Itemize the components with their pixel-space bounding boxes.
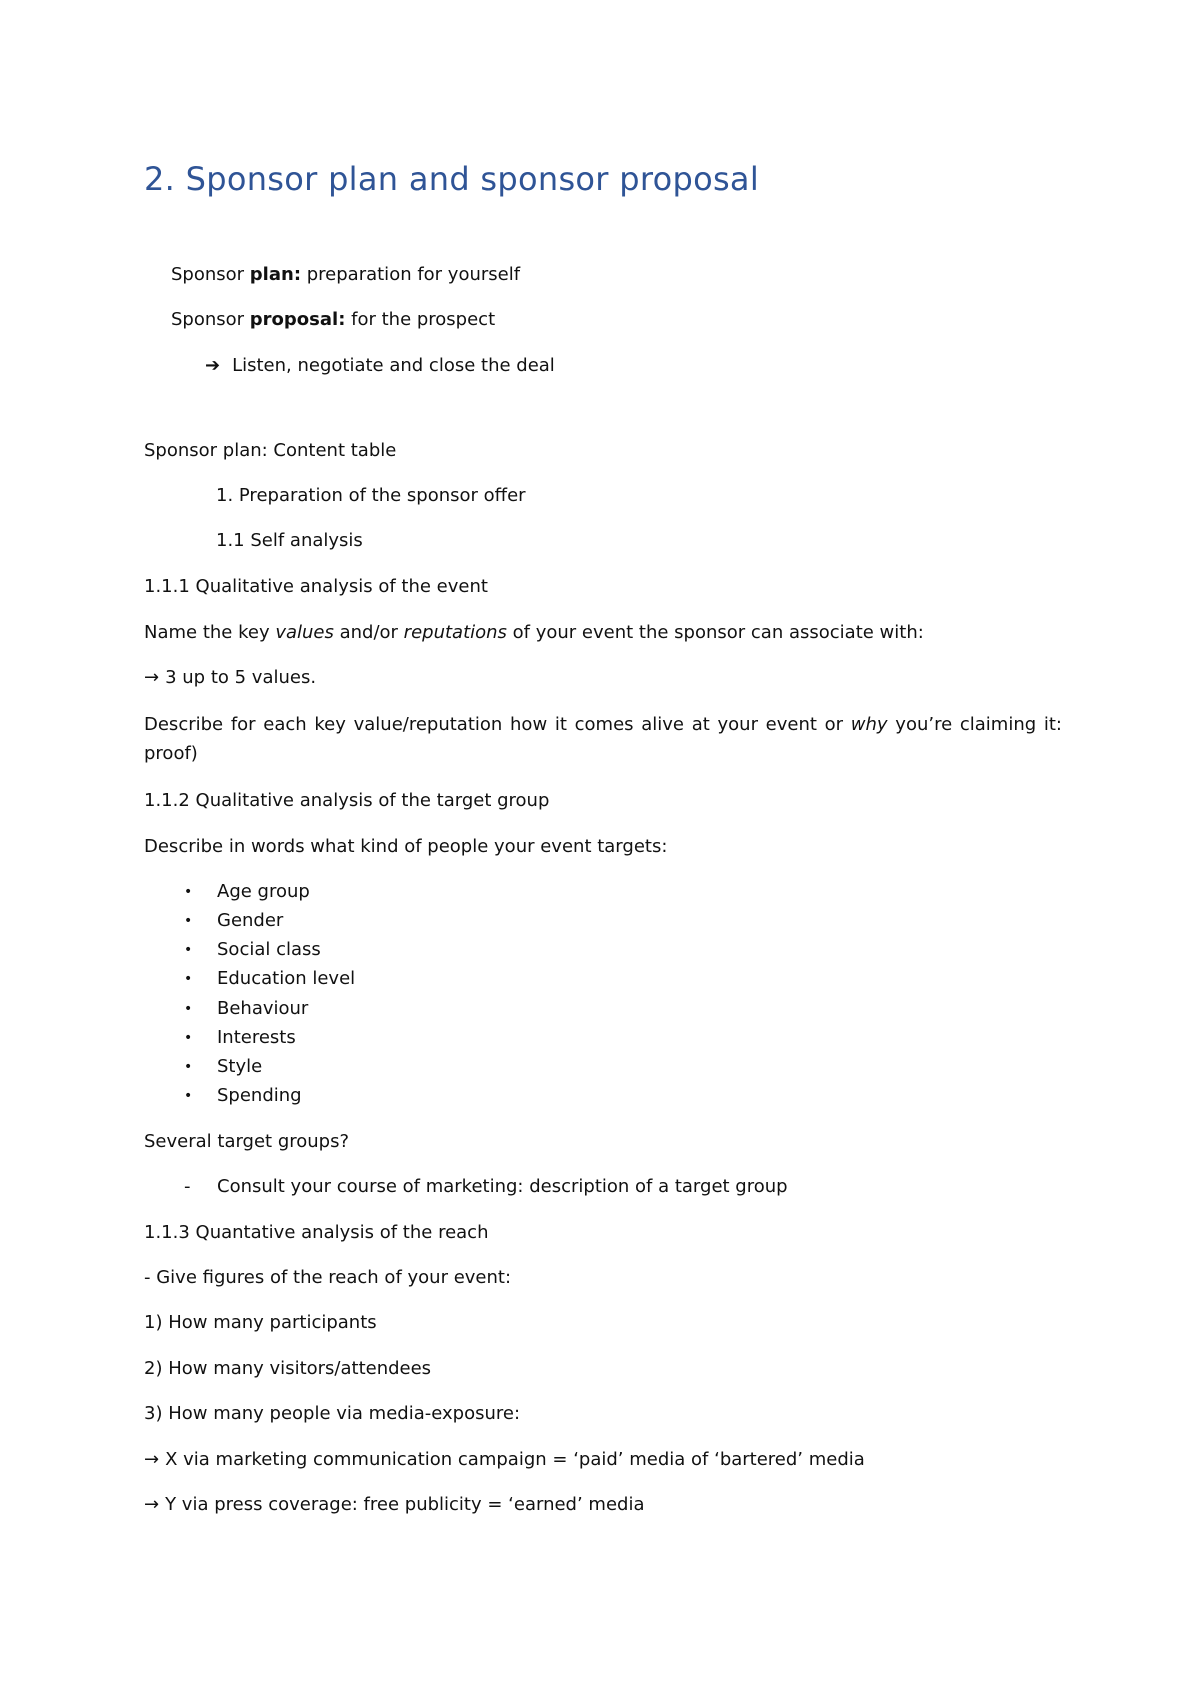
visitors-line: 2) How many visitors/attendees: [144, 1358, 432, 1379]
list-item: Social class: [217, 939, 321, 960]
content-table-item-1: 1. Preparation of the sponsor offer: [216, 485, 526, 506]
proposal-rest: for the prospect: [345, 309, 496, 330]
target-group-intro: Describe in words what kind of people your event targets:: [144, 836, 668, 857]
list-item: Style: [217, 1056, 263, 1077]
page-title: 2. Sponsor plan and sponsor proposal: [144, 160, 760, 198]
sponsor-proposal-line: [171, 309, 495, 331]
arrow-icon: ➔: [205, 355, 221, 376]
plan-bold: plan:: [249, 264, 302, 285]
dash-icon: -: [184, 1176, 191, 1197]
content-table-title: Sponsor plan: Content table: [144, 440, 397, 461]
key-values-line: [144, 622, 924, 644]
describe-b: you’re claiming it: proof): [144, 714, 1062, 764]
intro-arrow-text: Listen, negotiate and close the deal: [232, 355, 555, 376]
key-values-a: Name the key: [144, 622, 276, 643]
consult-marketing-item: Consult your course of marketing: description of a target group: [217, 1176, 788, 1197]
earned-media-line: [144, 1494, 644, 1516]
several-target-groups: Several target groups?: [144, 1131, 350, 1152]
key-values-b: and/or: [333, 622, 404, 643]
bullet-icon: •: [184, 913, 193, 929]
values-count-line: [144, 667, 316, 689]
arrow-icon: →: [144, 1449, 160, 1470]
arrow-icon: →: [144, 1494, 160, 1515]
section-1-1-1-title: 1.1.1 Qualitative analysis of the event: [144, 576, 488, 597]
intro-arrow-line: [205, 355, 555, 377]
sponsor-plan-line: [171, 264, 520, 286]
bullet-icon: •: [184, 942, 193, 958]
proposal-prefix: Sponsor: [171, 309, 250, 330]
paid-media-line: [144, 1449, 865, 1471]
bullet-icon: •: [184, 1001, 193, 1017]
bullet-icon: •: [184, 1088, 193, 1104]
section-1-1-3-title: 1.1.3 Quantative analysis of the reach: [144, 1222, 489, 1243]
reputations-word: reputations: [403, 622, 507, 643]
values-word: values: [275, 622, 334, 643]
list-item: Age group: [217, 881, 310, 902]
describe-paragraph: [144, 710, 1062, 768]
list-item: Spending: [217, 1085, 302, 1106]
content-table-item-1-1: 1.1 Self analysis: [216, 530, 363, 551]
list-item: Education level: [217, 968, 356, 989]
list-item: Behaviour: [217, 998, 309, 1019]
plan-prefix: Sponsor: [171, 264, 250, 285]
bullet-icon: •: [184, 1059, 193, 1075]
values-count-text: 3 up to 5 values.: [165, 667, 317, 688]
plan-rest: preparation for yourself: [301, 264, 521, 285]
describe-a: Describe for each key value/reputation how it comes alive at your event or: [144, 714, 851, 735]
arrow-icon: →: [144, 667, 160, 688]
section-1-1-2-title: 1.1.2 Qualitative analysis of the target group: [144, 790, 550, 811]
bullet-icon: •: [184, 884, 193, 900]
participants-line: 1) How many participants: [144, 1312, 377, 1333]
why-word: why: [850, 714, 888, 735]
list-item: Gender: [217, 910, 284, 931]
media-exposure-line: 3) How many people via media-exposure:: [144, 1403, 521, 1424]
earned-media-text: Y via press coverage: free publicity = ‘earned’ media: [165, 1494, 645, 1515]
bullet-icon: •: [184, 971, 193, 987]
key-values-c: of your event the sponsor can associate with:: [506, 622, 924, 643]
paid-media-text: X via marketing communication campaign = ‘paid’ media of ‘bartered’ media: [165, 1449, 865, 1470]
give-figures-line: - Give figures of the reach of your event:: [144, 1267, 512, 1288]
list-item: Interests: [217, 1027, 296, 1048]
proposal-bold: proposal:: [249, 309, 346, 330]
bullet-icon: •: [184, 1030, 193, 1046]
